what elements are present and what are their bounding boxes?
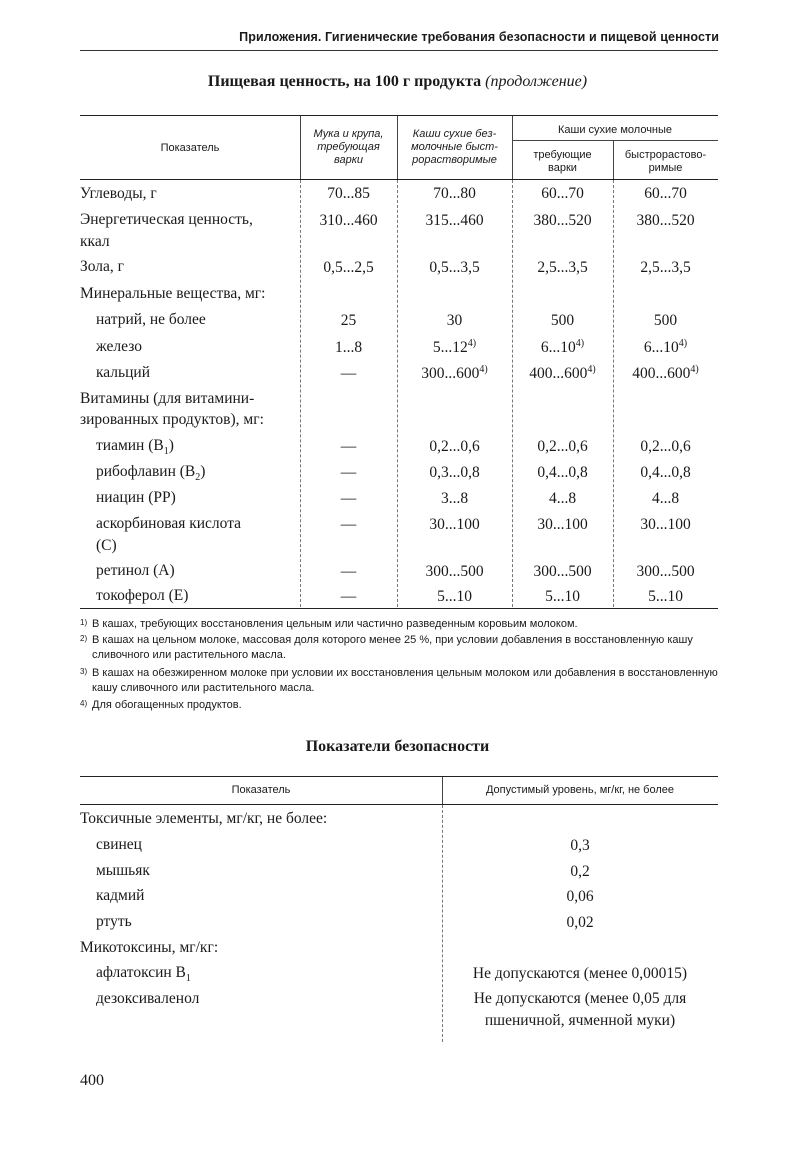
row-value: — — [340, 365, 357, 382]
row-label: ниацин (PP) — [96, 489, 176, 506]
table1-header-col2: Каши сухие без- молочные быст- рорастворимые — [411, 128, 498, 166]
footnote-number: 3) — [80, 667, 88, 676]
footnote-ref: 4) — [678, 337, 688, 349]
value-text: 6...10 — [643, 339, 679, 356]
row-label: мышьяк — [96, 862, 150, 879]
row-value: 5...10 — [648, 588, 683, 605]
row-label-cont: зированных продуктов), мг: — [80, 411, 264, 428]
row-label: Зола, г — [80, 258, 125, 275]
row-value: 300...500 — [636, 563, 695, 580]
row-label: кадмий — [96, 887, 145, 904]
table1-vline-4 — [613, 180, 614, 607]
value-text: 6...10 — [540, 339, 576, 356]
footnote-text: В кашах на обезжиренном молоке при условии их восстановления цельным молоком или добавления в восстановленную кашу сливочного или растительного масла. — [92, 667, 718, 694]
row-value: Не допускаются (менее 0,00015) — [472, 965, 688, 982]
value-text: 300...600 — [421, 365, 480, 382]
row-value: 0,4...0,8 — [640, 464, 691, 481]
footnote — [80, 698, 720, 713]
header-rule — [80, 50, 718, 51]
row-label: рибофлавин $(B_2)$ — [96, 463, 206, 484]
footnote-ref: 4) — [690, 363, 699, 375]
row-value: 30...100 — [537, 516, 588, 533]
row-value: 5...10 — [437, 588, 472, 605]
label-text: афлатоксин B — [96, 964, 186, 981]
row-value: 25 — [340, 312, 357, 329]
footnote-text: Для обогащенных продуктов. — [92, 699, 242, 711]
row-label: кальций — [96, 364, 151, 381]
page-number: 400 — [80, 1072, 104, 1089]
footnote — [80, 617, 720, 632]
row-value: 2,5...3,5 — [537, 259, 588, 276]
footnote — [80, 633, 720, 663]
label-text: тиамин (B — [96, 437, 164, 454]
row-value-with-note — [613, 364, 718, 383]
table1-header-indicator: Показатель — [160, 142, 220, 154]
row-value: 0,2 — [570, 863, 590, 880]
row-value: 0,02 — [566, 914, 594, 931]
footnote-number: 1) — [80, 618, 88, 627]
table1-title — [0, 73, 795, 91]
row-label: Энергетическая ценность, — [80, 211, 253, 228]
table1-header-col3: требующие варки — [533, 149, 592, 174]
table1-vline-1 — [300, 180, 301, 607]
row-value: — — [340, 516, 357, 533]
row-label: Микотоксины, мг/кг: — [80, 939, 219, 956]
table2-vline-hdr — [442, 777, 443, 804]
table2-header-rule — [80, 804, 718, 805]
row-value: 0,5...3,5 — [429, 259, 480, 276]
row-value: 0,3...0,8 — [429, 464, 480, 481]
row-value: 0,06 — [566, 888, 594, 905]
row-value: — — [340, 563, 357, 580]
table2-top-rule — [80, 776, 718, 777]
table1-title-note: (продолжение) — [485, 73, 588, 90]
row-value-with-note — [512, 364, 613, 383]
table2-title: Показатели безопасности — [305, 738, 490, 755]
row-label: токоферол (E) — [96, 587, 189, 604]
row-value: 4...8 — [651, 490, 680, 507]
row-label: натрий, не более — [96, 311, 206, 328]
row-value: — — [340, 588, 357, 605]
row-value: 0,4...0,8 — [537, 464, 588, 481]
table1-title-text: Пищевая ценность, на 100 г продукта — [207, 73, 482, 90]
row-label: Минеральные вещества, мг: — [80, 285, 266, 302]
row-value: 0,5...2,5 — [323, 259, 374, 276]
row-value: 60...70 — [644, 185, 687, 202]
row-value: 30 — [446, 312, 463, 329]
row-value: Не допускаются (менее 0,05 для пшеничной, ячменной муки) — [473, 990, 687, 1029]
footnote — [80, 666, 720, 696]
row-label-cont: (C) — [96, 537, 117, 554]
row-value: 380...520 — [636, 212, 695, 229]
row-value: 0,2...0,6 — [640, 438, 691, 455]
row-label: аскорбиновая кислота — [96, 515, 242, 532]
row-value: 0,3 — [570, 837, 590, 854]
value-text: 400...600 — [529, 365, 588, 382]
row-value: 5...10 — [545, 588, 580, 605]
row-label: свинец — [96, 836, 142, 853]
row-value: 300...500 — [533, 563, 592, 580]
row-value: 4...8 — [548, 490, 577, 507]
row-label: тиамин $(B_1)$ — [96, 437, 174, 458]
row-value: 0,2...0,6 — [429, 438, 480, 455]
table1-vline-3 — [512, 180, 513, 607]
table1-header-group: Каши сухие молочные — [557, 124, 673, 136]
footnote-number: 4) — [80, 699, 88, 708]
value-text: 5...12 — [432, 339, 468, 356]
label-text: рибофлавин (B — [96, 463, 196, 480]
row-value: 380...520 — [533, 212, 592, 229]
row-value: 315...460 — [425, 212, 484, 229]
row-value: 70...85 — [327, 185, 370, 202]
row-value: 1...8 — [334, 339, 363, 356]
footnote-ref: 4) — [467, 337, 477, 349]
row-label: железо — [96, 338, 142, 355]
row-value: 500 — [550, 312, 575, 329]
table1-header-col1: Мука и крупа, требующая варки — [313, 128, 384, 166]
row-label: Витамины (для витамини- — [80, 390, 255, 407]
row-value: 3...8 — [440, 490, 469, 507]
row-value: 300...500 — [425, 563, 484, 580]
row-label — [96, 962, 191, 983]
footnote-number: 2) — [80, 634, 88, 643]
row-label: дезоксиваленол — [96, 990, 200, 1007]
label-subscript: 1 — [185, 973, 191, 985]
row-value-with-note — [397, 338, 512, 357]
footnote-ref: 4) — [587, 363, 596, 375]
row-value: 0,2...0,6 — [537, 438, 588, 455]
row-value-with-note — [613, 338, 718, 357]
table2-header-indicator: Показатель — [231, 784, 291, 796]
row-value: 30...100 — [429, 516, 480, 533]
row-label: ретинол (A) — [96, 562, 175, 579]
row-value: 70...80 — [433, 185, 476, 202]
row-value: — — [340, 438, 357, 455]
row-label-cont: ккал — [80, 233, 110, 250]
footnote-ref: 4) — [479, 363, 488, 375]
row-value-with-note — [397, 364, 512, 383]
table1-bottom-rule — [80, 608, 718, 609]
table1-top-rule — [80, 115, 718, 116]
table1-vline-2 — [397, 180, 398, 607]
table1-header-col4: быстрорастово- римые — [624, 149, 707, 174]
row-value: 60...70 — [541, 185, 584, 202]
running-head: Приложения. Гигиенические требования безопасности и пищевой ценности — [239, 30, 719, 44]
row-value: 30...100 — [640, 516, 691, 533]
footnote-ref: 4) — [575, 337, 585, 349]
table1-header-rule — [80, 179, 718, 180]
row-value: — — [340, 464, 357, 481]
table1-group-rule — [512, 140, 718, 141]
footnote-text: В кашах на цельном молоке, массовая доля которого менее 25 %, при условии добавления в восстановленную кашу сливочного или растительного масла. — [92, 634, 693, 661]
row-value: — — [340, 490, 357, 507]
row-label: Углеводы, г — [80, 185, 157, 202]
row-value: 310...460 — [319, 212, 378, 229]
row-value-with-note — [512, 338, 613, 357]
row-value: 2,5...3,5 — [640, 259, 691, 276]
table2-header-level: Допустимый уровень, мг/кг, не более — [485, 784, 675, 796]
label-subscript: 1 — [163, 446, 169, 458]
value-text: 400...600 — [632, 365, 691, 382]
row-value: 500 — [653, 312, 678, 329]
label-subscript: 2 — [195, 472, 201, 484]
row-label: Токсичные элементы, мг/кг, не более: — [80, 810, 328, 827]
footnote-text: В кашах, требующих восстановления цельным или частично разведенным коровьим молоком. — [92, 618, 578, 630]
row-label: ртуть — [96, 913, 132, 930]
